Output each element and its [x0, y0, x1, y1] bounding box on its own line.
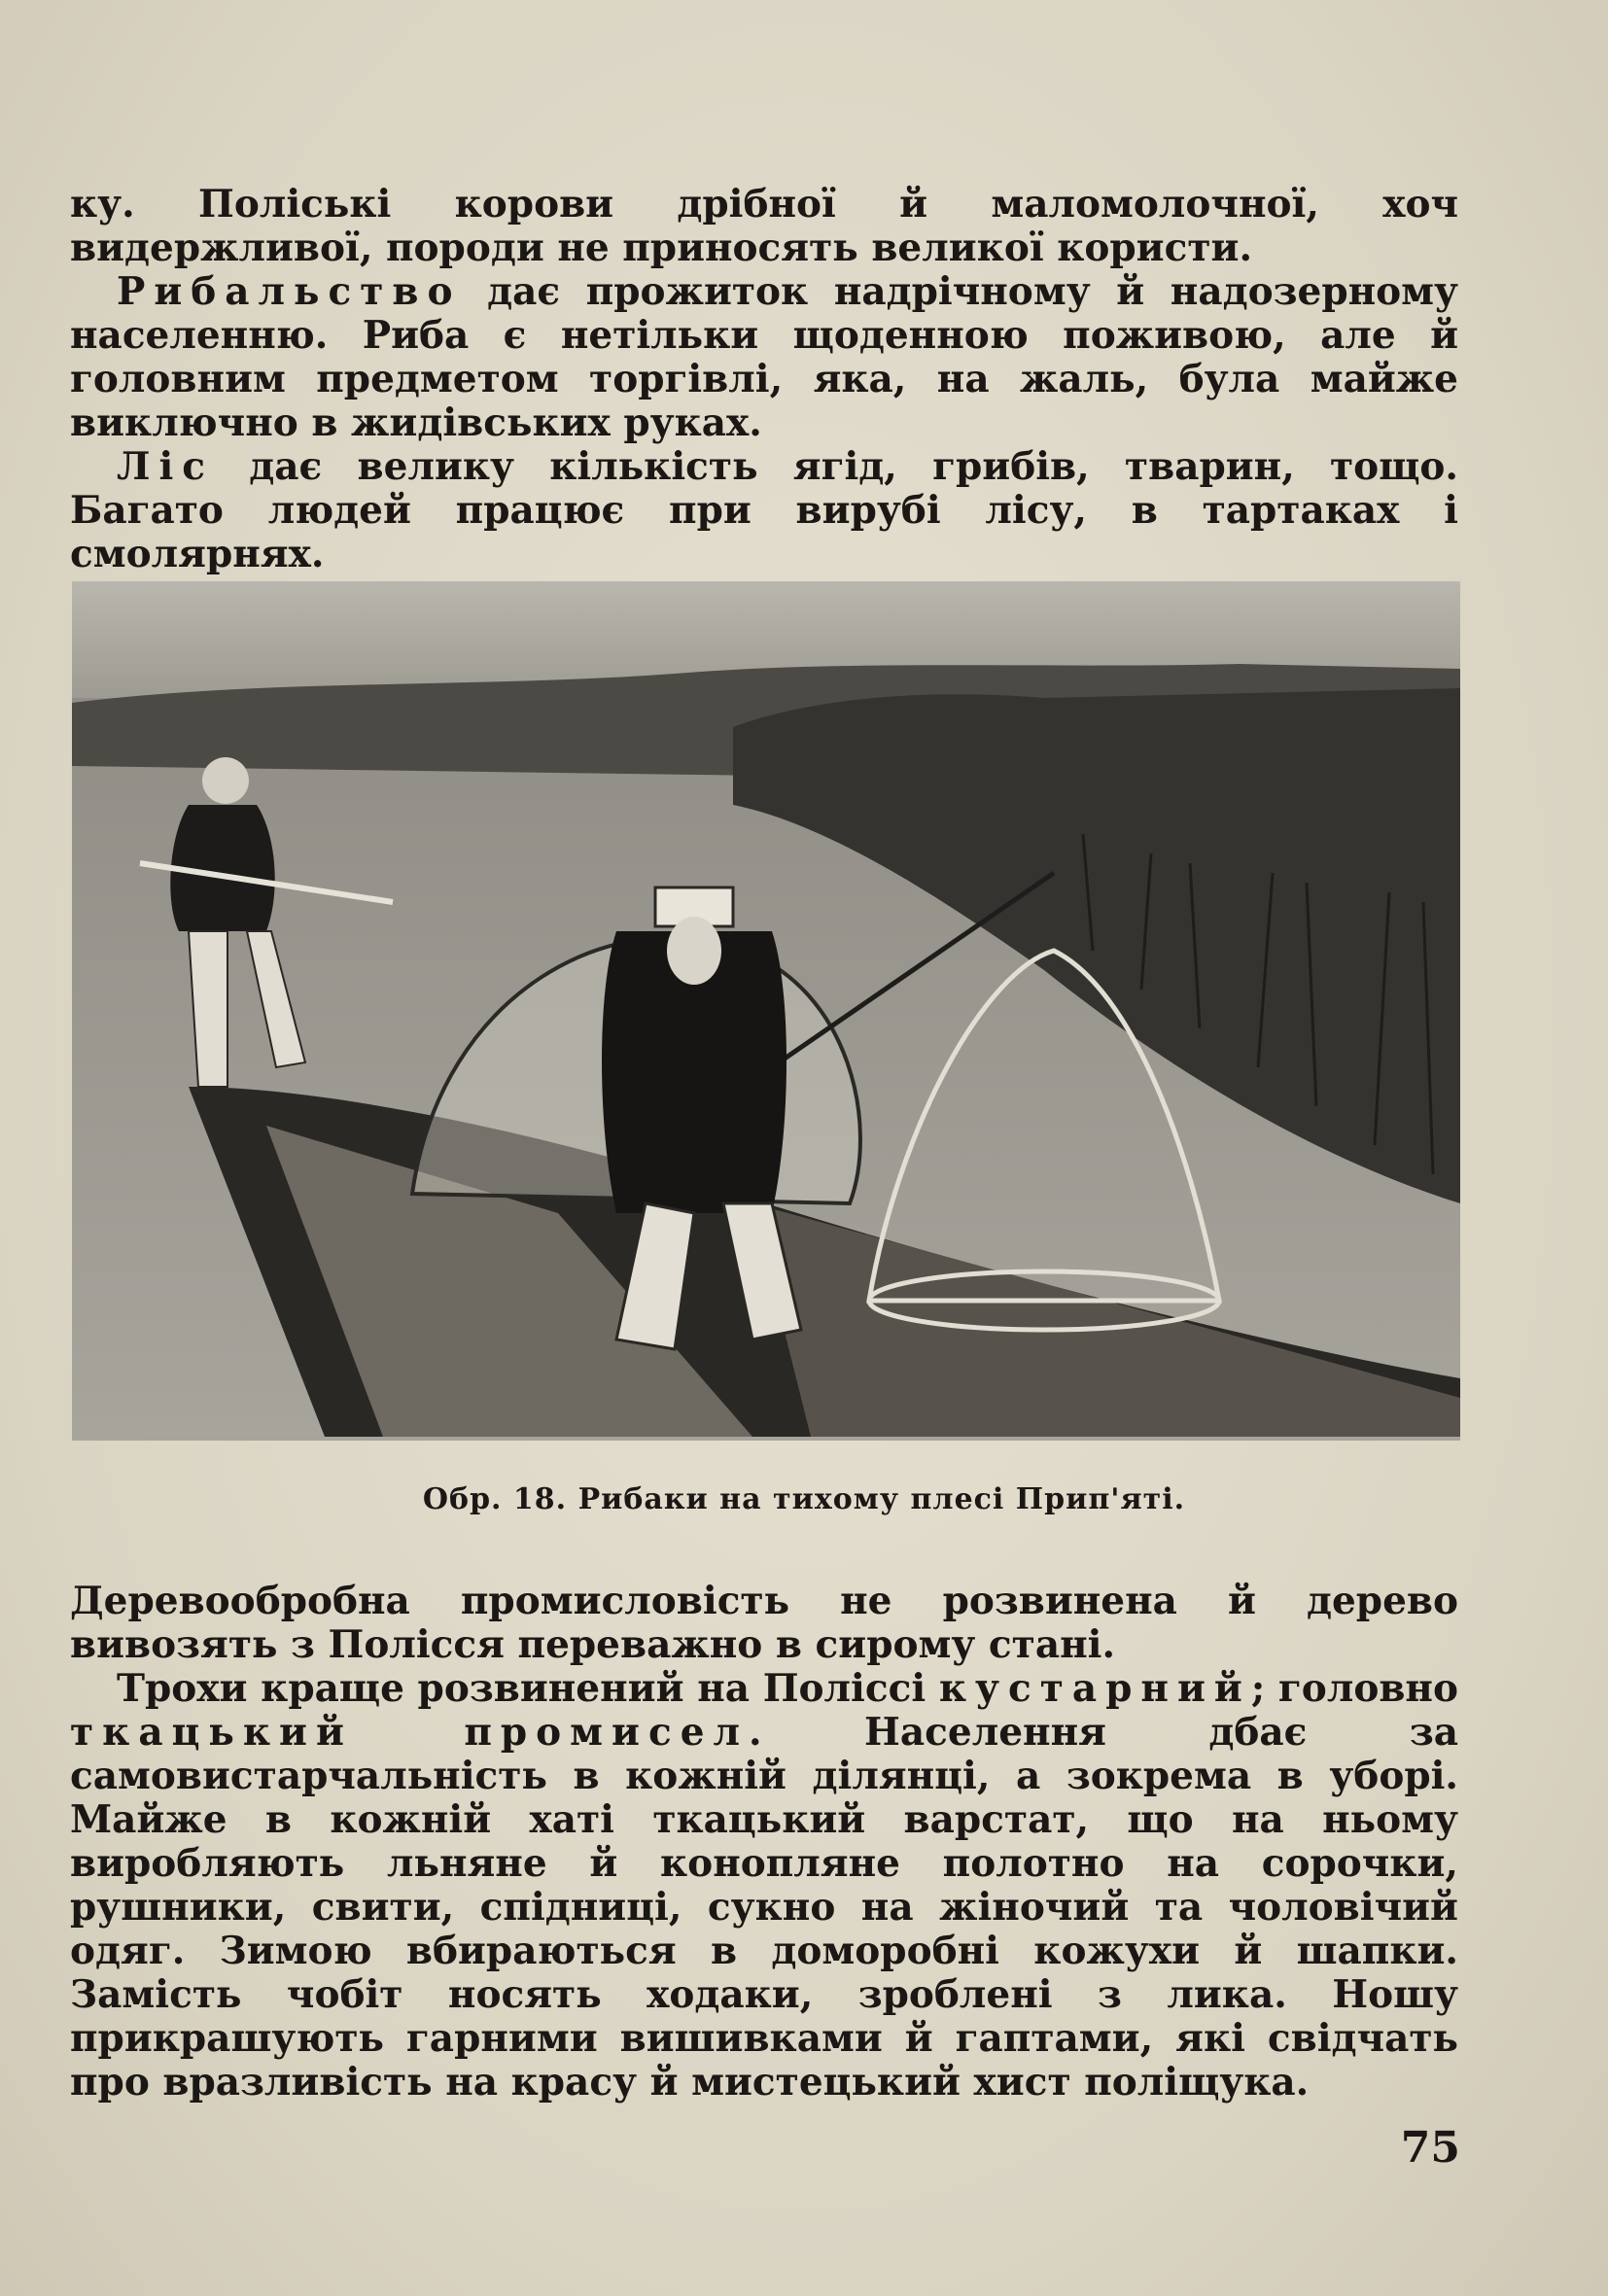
term-weaving: ткацький промисел: [70, 1710, 750, 1755]
paragraph-crafts-a: Трохи краще розвинений на Поліссі: [117, 1666, 939, 1711]
paragraph-crafts: [70, 1667, 1458, 2105]
page-number: 75: [1400, 2123, 1460, 2173]
paragraph-crafts-b: ; головно: [1250, 1666, 1458, 1711]
figure-caption: Обр. 18. Рибаки на тихому плесі Прип'яті.: [422, 1482, 1186, 1516]
paragraph-crafts-c: . Населення дбає за самовистарчальність в кожній ділянці, а зокрема в уборі. Майже в кожній хаті ткацький варстат, що на ньому виробляють льняне й конопляне полотно на сорочки, рушники, свити, спідниці, сукно на жіночий та чоловічий одяг. Зимою вбираються в доморобні кожухи й шапки. Замість чобіт носять ходаки, зроблені з лика. Ношу прикрашують гарними вишивками й гаптами, які свідчать про вразливість на красу й мистецький хист поліщука.: [70, 1710, 1458, 2105]
fishermen-photo-illustration: [72, 581, 1460, 1441]
figure-photo-fishermen: [72, 581, 1460, 1441]
young-man-head: [202, 757, 249, 804]
bottom-text-block: [70, 1580, 1458, 2105]
term-fishing: Рибальство: [117, 269, 462, 314]
top-text-block: [70, 183, 1458, 576]
paragraph-forest: [70, 445, 1458, 576]
paragraph-fishing-text: дає прожиток надрічному й надозерному населенню. Риба є нетільки щоденною поживою, але й головним предметом торгівлі, яка, на жаль, була майже виключно в жидівських руках.: [70, 269, 1458, 445]
term-handicraft: кустарний: [938, 1666, 1251, 1711]
term-forest: Ліс: [117, 444, 215, 489]
paragraph-cattle: ку. Поліські корови дрібної й маломолочної, хоч видержливої, породи не приносять великої користи.: [70, 182, 1458, 270]
paragraph-forest-text: дає велику кількість ягід, грибів, тварин, тощо. Багато людей працює при вирубі лісу, в тартаках і смолярнях.: [70, 444, 1458, 576]
paragraph-woodworking: Деревообробна промисловість не розвинена й дерево вивозять з Полісся переважно в сирому стані.: [70, 1579, 1458, 1667]
old-man-face: [667, 917, 721, 985]
paragraph-fishing: [70, 270, 1458, 445]
